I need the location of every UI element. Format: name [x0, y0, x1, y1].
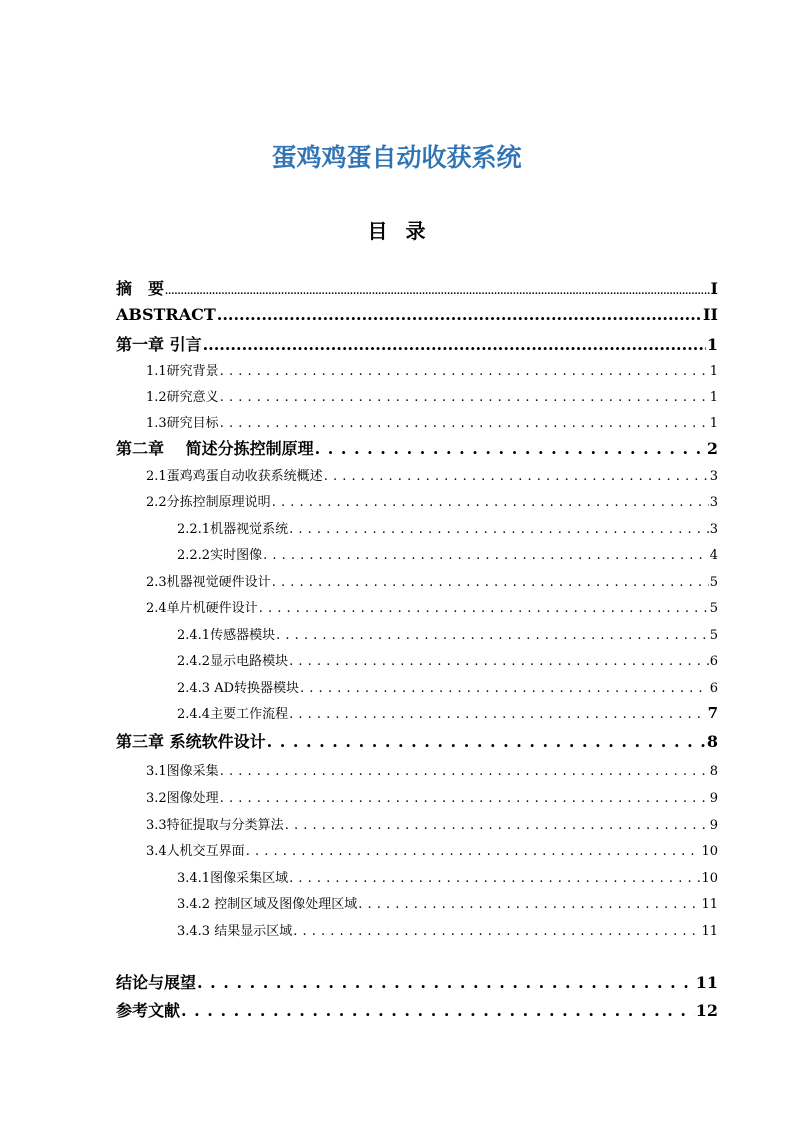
- toc-dot-leader: [272, 575, 709, 590]
- toc-entry-page: 5: [709, 575, 718, 590]
- toc-heading: 目录: [367, 219, 444, 243]
- toc-dot-leader: [220, 791, 709, 806]
- toc-entry-label: 2.4单片机硬件设计: [146, 601, 258, 616]
- toc-entry-page: 1: [709, 416, 718, 431]
- toc-entry-page: 7: [707, 704, 718, 722]
- toc-entry-page: 8: [706, 732, 718, 751]
- toc-entry[interactable]: [146, 814, 718, 833]
- toc-entry-page: 10: [701, 871, 718, 886]
- toc-entry-page: I: [710, 279, 718, 298]
- toc-entry-page: 5: [709, 628, 718, 643]
- toc-entry-label: 第三章 系统软件设计: [116, 732, 266, 751]
- toc-entry-label: 2.1蛋鸡鸡蛋自动收获系统概述: [146, 469, 323, 484]
- toc-entry-page: 6: [709, 681, 718, 696]
- toc-entry[interactable]: [146, 412, 718, 431]
- toc-entry[interactable]: [146, 840, 718, 859]
- toc-entry[interactable]: [116, 436, 718, 459]
- toc-dot-leader: [197, 973, 695, 992]
- toc-entry-page: II: [703, 305, 718, 324]
- toc-entry[interactable]: [146, 491, 718, 510]
- toc-entry-page: 11: [701, 924, 718, 939]
- toc-entry[interactable]: [177, 544, 718, 563]
- toc-entry-page: 2: [706, 439, 718, 458]
- toc-dot-leader: [263, 548, 709, 563]
- toc-entry-page: 3: [709, 495, 718, 510]
- toc-dot-leader: [289, 522, 709, 537]
- toc-entry-page: 8: [709, 764, 718, 779]
- toc-entry[interactable]: [177, 624, 718, 643]
- toc-entry-label: 3.3特征提取与分类算法: [146, 818, 284, 833]
- toc-dot-leader: [300, 681, 709, 696]
- toc-entry[interactable]: [146, 571, 718, 590]
- toc-entry-label: 3.4.3 结果显示区域: [177, 924, 293, 939]
- toc-entry-label: 2.2.1机器视觉系统: [177, 522, 289, 537]
- toc-entry-label: 2.4.1传感器模块: [177, 628, 276, 643]
- toc-entry[interactable]: [146, 760, 718, 779]
- toc-entry[interactable]: [177, 920, 718, 939]
- toc-entry-page: 5: [709, 601, 718, 616]
- toc-entry[interactable]: [146, 465, 718, 484]
- toc-entry[interactable]: [146, 787, 718, 806]
- toc-dot-leader: [267, 732, 706, 751]
- toc-entry[interactable]: [177, 677, 718, 696]
- toc-entry-page: 11: [695, 973, 718, 992]
- toc-dot-leader: [220, 416, 709, 431]
- toc-entry-page: 3: [709, 469, 718, 484]
- toc-entry[interactable]: [146, 597, 718, 616]
- toc-entry-label: 参考文献: [116, 1001, 181, 1020]
- toc-entry-label: 2.4.3 AD转换器模块: [177, 681, 300, 696]
- toc-entry-page: 9: [709, 791, 718, 806]
- toc-entry-page: 1: [709, 390, 718, 405]
- toc-entry[interactable]: [146, 360, 718, 379]
- toc-entry[interactable]: [116, 305, 718, 324]
- toc-dot-leader: [165, 279, 710, 298]
- toc-entry[interactable]: [146, 386, 718, 405]
- toc-entry-page: 9: [709, 818, 718, 833]
- toc-dot-leader: [315, 439, 706, 458]
- toc-entry-label: 3.1图像采集: [146, 764, 219, 779]
- toc-dot-leader: [289, 654, 709, 669]
- toc-entry-label: 摘 要: [116, 279, 165, 298]
- toc-entry-label: 1.1研究背景: [146, 364, 219, 379]
- toc-entry-page: 3: [709, 522, 718, 537]
- toc-entry-page: 1: [709, 364, 718, 379]
- toc-entry[interactable]: [177, 867, 718, 886]
- toc-entry-label: 3.4.1图像采集区域: [177, 871, 289, 886]
- toc-dot-leader: [324, 469, 709, 484]
- document-title: 蛋鸡鸡蛋自动收获系统: [271, 143, 522, 172]
- toc-entry-page: 4: [709, 548, 718, 563]
- toc-entry-page: 12: [695, 1001, 718, 1020]
- toc-dot-leader: [289, 707, 706, 722]
- toc-dot-leader: [272, 495, 709, 510]
- toc-entry[interactable]: [116, 729, 718, 752]
- toc-entry-page: 11: [701, 897, 718, 912]
- toc-entry-label: 3.4人机交互界面: [146, 844, 245, 859]
- toc-entry-label: 2.2分拣控制原理说明: [146, 495, 271, 510]
- toc-entry-page: 1: [706, 335, 718, 354]
- toc-entry-label: 2.4.4主要工作流程: [177, 707, 289, 722]
- toc-dot-leader: [203, 335, 706, 354]
- toc-entry[interactable]: [116, 332, 718, 355]
- toc-dot-leader: [220, 390, 709, 405]
- toc-dot-leader: [285, 818, 709, 833]
- toc-entry-label: 2.3机器视觉硬件设计: [146, 575, 271, 590]
- toc-dot-leader: [220, 364, 709, 379]
- toc-entry[interactable]: [177, 703, 718, 722]
- toc-entry-label: 1.3研究目标: [146, 416, 219, 431]
- toc-dot-leader: [217, 305, 702, 324]
- toc-entry-page: 10: [701, 844, 718, 859]
- toc-entry[interactable]: [116, 998, 718, 1021]
- toc-entry[interactable]: [116, 970, 718, 993]
- toc-entry-page: 6: [709, 654, 718, 669]
- toc-entry-label: 第二章 简述分拣控制原理: [116, 439, 314, 458]
- toc-entry[interactable]: [177, 650, 718, 669]
- toc-dot-leader: [293, 924, 700, 939]
- toc-dot-leader: [289, 871, 700, 886]
- toc-entry-label: 3.2图像处理: [146, 791, 219, 806]
- toc-dot-leader: [259, 601, 709, 616]
- toc-entry[interactable]: [116, 276, 718, 299]
- toc-dot-leader: [276, 628, 709, 643]
- toc-dot-leader: [220, 764, 709, 779]
- toc-entry-label: 2.2.2实时图像: [177, 548, 263, 563]
- toc-dot-leader: [181, 1001, 695, 1020]
- toc-entry-label: 1.2研究意义: [146, 390, 219, 405]
- toc-entry-label: ABSTRACT: [116, 305, 216, 324]
- toc-entry[interactable]: [177, 893, 718, 912]
- toc-entry-label: 3.4.2 控制区域及图像处理区域: [177, 897, 358, 912]
- toc-dot-leader: [246, 844, 701, 859]
- toc-entry-label: 第一章 引言: [116, 335, 202, 354]
- toc-entry-label: 结论与展望: [116, 973, 197, 992]
- toc-entry[interactable]: [177, 518, 718, 537]
- toc-dot-leader: [358, 897, 700, 912]
- toc-entry-label: 2.4.2显示电路模块: [177, 654, 289, 669]
